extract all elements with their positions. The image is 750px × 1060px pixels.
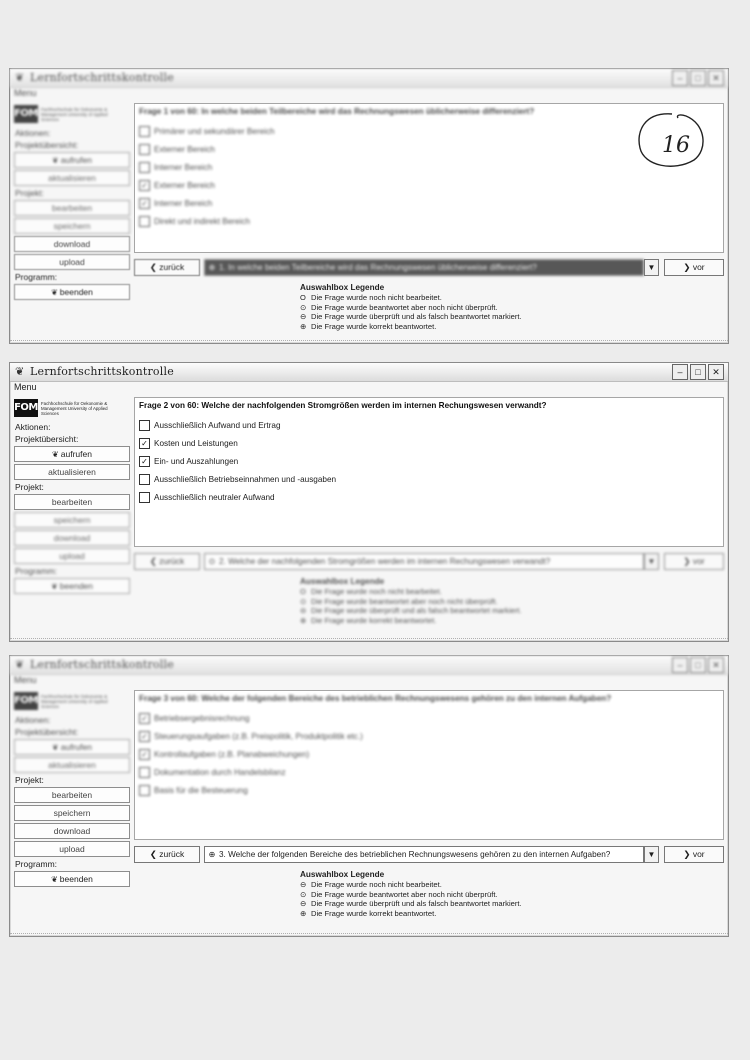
window-title: Lernfortschrittskontrolle <box>30 658 174 671</box>
program-label: Programm: <box>15 566 58 576</box>
refresh-label: aktualisieren <box>48 760 96 770</box>
quit-button[interactable] <box>14 578 130 594</box>
forward-button[interactable] <box>664 553 724 570</box>
question-dropdown[interactable] <box>204 553 644 570</box>
answer-option[interactable] <box>139 727 363 745</box>
open-icon: ❦ <box>52 156 59 165</box>
question-text: Frage 3 von 60: Welche der folgenden Bereiche des betrieblichen Rechnungswesens gehören zu den internen Aufgaben? <box>139 694 612 703</box>
menu-bar[interactable] <box>14 382 37 392</box>
edit-label: bearbeiten <box>51 203 93 213</box>
answer-list <box>139 416 336 506</box>
fom-logo <box>14 103 130 125</box>
chevron-down-icon[interactable]: ▼ <box>644 259 659 276</box>
upload-label: upload <box>59 551 85 561</box>
answer-option[interactable] <box>139 763 363 781</box>
answer-label: Steuerungsaufgaben (z.B. Preispolitik, Produktpolitik etc.) <box>154 731 363 741</box>
status-icon: ⊙ <box>208 557 216 566</box>
menu-bar[interactable] <box>14 675 37 685</box>
selected-question: 2. Welche der nachfolgenden Stromgrößen werden im internen Rechungswesen verwandt? <box>219 557 551 566</box>
title-bar <box>10 69 728 88</box>
refresh-button[interactable] <box>14 757 130 773</box>
quit-label: beenden <box>59 287 93 297</box>
upload-label: upload <box>59 844 85 854</box>
checkbox[interactable] <box>139 162 150 173</box>
answer-label: Interner Bereich <box>154 162 213 172</box>
close-button[interactable]: ✕ <box>708 70 724 86</box>
legend <box>300 870 522 918</box>
logo-mark: FOM <box>14 105 38 123</box>
back-label: zurück <box>159 849 185 859</box>
quit-icon: ❦ <box>51 582 58 591</box>
upload-button[interactable] <box>14 548 130 564</box>
answer-option[interactable] <box>139 158 275 176</box>
back-button[interactable] <box>134 846 200 863</box>
quiz-window-1 <box>9 68 729 344</box>
open-icon: ❦ <box>52 743 59 752</box>
open-button[interactable] <box>14 739 130 755</box>
program-label: Programm: <box>15 859 58 869</box>
open-label: aufrufen <box>60 449 92 459</box>
quit-icon: ❦ <box>51 288 58 297</box>
quit-label: beenden <box>59 874 93 884</box>
minimize-button[interactable]: – <box>672 364 688 380</box>
quit-button[interactable] <box>14 284 130 300</box>
legend-text: Die Frage wurde überprüft und als falsch beantwortet markiert. <box>311 312 522 321</box>
actions-label: Aktionen: <box>15 128 51 138</box>
app-icon: ❦ <box>15 72 25 84</box>
minimize-button[interactable]: – <box>672 657 688 673</box>
selected-question: 1. In welche beiden Teilbereiche wird das Rechnungswesen üblicherweise differenziert? <box>219 263 537 272</box>
legend-text: Die Frage wurde überprüft und als falsch beantwortet markiert. <box>311 899 522 908</box>
selected-question: 3. Welche der folgenden Bereiche des betrieblichen Rechnungswesens gehören zu den internen Aufgaben? <box>219 850 611 859</box>
forward-icon: ❯ <box>683 849 693 859</box>
window-title: Lernfortschrittskontrolle <box>30 365 174 378</box>
sidebar <box>14 397 130 596</box>
refresh-label: aktualisieren <box>48 467 96 477</box>
answer-label: Primärer und sekundärer Bereich <box>154 126 275 136</box>
checkbox-checked[interactable]: ✓ <box>139 749 150 760</box>
forward-label: vor <box>692 849 705 859</box>
answer-option[interactable] <box>139 416 336 434</box>
download-button[interactable] <box>14 236 130 252</box>
checkbox-checked[interactable]: ✓ <box>139 438 150 449</box>
legend <box>300 283 522 331</box>
forward-button[interactable] <box>664 846 724 863</box>
answer-option[interactable] <box>139 452 336 470</box>
legend-item <box>300 293 522 303</box>
menu-bar[interactable] <box>14 88 37 98</box>
checkbox[interactable] <box>139 785 150 796</box>
checkbox-checked[interactable]: ✓ <box>139 731 150 742</box>
save-label: speichern <box>53 515 91 525</box>
answered-icon: ⊙ <box>300 596 307 606</box>
checkbox[interactable] <box>139 144 150 155</box>
answer-label: Externer Bereich <box>154 180 215 190</box>
quiz-window-2 <box>9 362 729 642</box>
overview-label: Projektübersicht: <box>15 434 79 444</box>
app-icon: ❦ <box>15 366 25 378</box>
legend-text: Die Frage wurde noch nicht bearbeitet. <box>311 587 442 596</box>
legend-text: Die Frage wurde korrekt beantwortet. <box>311 908 437 918</box>
answer-label: Externer Bereich <box>154 144 215 154</box>
legend-item <box>300 597 522 607</box>
handwritten-grade <box>634 110 708 172</box>
quit-icon: ❦ <box>51 875 58 884</box>
overview-label: Projektübersicht: <box>15 727 79 737</box>
checkbox[interactable] <box>139 126 150 137</box>
answer-label: Kontrollaufgaben (z.B. Planabweichungen) <box>154 749 310 759</box>
answer-label: Dokumentation durch Handelsbilanz <box>154 767 286 777</box>
wrong-icon: ⊖ <box>300 606 307 615</box>
forward-icon: ❯ <box>683 556 693 566</box>
legend-text: Die Frage wurde korrekt beantwortet. <box>311 321 437 331</box>
legend-title: Auswahlbox Legende <box>300 870 385 879</box>
answer-option[interactable] <box>139 488 336 506</box>
question-panel <box>134 103 724 253</box>
menu-label[interactable]: Menu <box>14 88 37 98</box>
forward-icon: ❯ <box>683 262 693 272</box>
forward-label: vor <box>692 262 705 272</box>
answer-option[interactable] <box>139 470 336 488</box>
answer-label: Kosten und Leistungen <box>154 438 238 448</box>
legend-item <box>300 606 522 616</box>
correct-icon: ⊕ <box>300 321 307 331</box>
answer-option[interactable] <box>139 176 275 194</box>
answer-label: Ausschließlich neutraler Aufwand <box>154 492 275 502</box>
checkbox[interactable] <box>139 767 150 778</box>
open-label: aufrufen <box>60 742 92 752</box>
save-button[interactable] <box>14 512 130 528</box>
refresh-label: aktualisieren <box>48 173 96 183</box>
answer-label: Ausschließlich Aufwand und Ertrag <box>154 420 281 430</box>
save-label: speichern <box>53 808 91 818</box>
fom-logo <box>14 690 130 712</box>
project-label: Projekt: <box>15 188 44 198</box>
legend-item <box>300 322 522 332</box>
close-button[interactable]: ✕ <box>708 657 724 673</box>
project-label: Projekt: <box>15 482 44 492</box>
download-label: download <box>53 239 91 249</box>
question-panel <box>134 397 724 547</box>
back-button[interactable] <box>134 259 200 276</box>
legend-title: Auswahlbox Legende <box>300 283 385 292</box>
grade-text: 16 <box>662 133 690 158</box>
answer-option[interactable] <box>139 194 275 212</box>
sidebar <box>14 690 130 889</box>
refresh-button[interactable] <box>14 170 130 186</box>
quiz-window-3 <box>9 655 729 937</box>
save-button[interactable] <box>14 218 130 234</box>
menu-label[interactable]: Menu <box>14 675 37 685</box>
checkbox-checked[interactable]: ✓ <box>139 713 150 724</box>
question-dropdown[interactable] <box>204 259 644 276</box>
answer-option[interactable] <box>139 212 275 230</box>
actions-label: Aktionen: <box>15 422 51 432</box>
legend-text: Die Frage wurde korrekt beantwortet. <box>311 615 437 625</box>
correct-icon: ⊕ <box>300 908 307 918</box>
checkbox-checked[interactable]: ✓ <box>139 180 150 191</box>
menu-label[interactable]: Menu <box>14 382 37 392</box>
edit-label: bearbeiten <box>51 790 93 800</box>
legend-text: Die Frage wurde beantwortet aber noch nicht überprüft. <box>311 302 498 312</box>
upload-label: upload <box>59 257 85 267</box>
back-label: zurück <box>159 556 185 566</box>
download-button[interactable] <box>14 530 130 546</box>
forward-label: vor <box>692 556 705 566</box>
legend-item <box>300 890 522 900</box>
logo-text: Fachhochschule für Oekonomie & Management University of Applied Sciences <box>41 400 108 416</box>
title-bar <box>10 656 728 675</box>
close-button[interactable]: ✕ <box>708 364 724 380</box>
save-label: speichern <box>53 221 91 231</box>
checkbox[interactable] <box>139 474 150 485</box>
chevron-down-icon[interactable]: ▼ <box>644 553 659 570</box>
legend-text: Die Frage wurde beantwortet aber noch nicht überprüft. <box>311 889 498 899</box>
wrong-icon: ⊖ <box>300 312 307 321</box>
not-edited-icon: O <box>300 587 306 596</box>
maximize-button[interactable]: □ <box>690 657 706 673</box>
answer-option[interactable] <box>139 709 363 727</box>
not-edited-icon: ⊖ <box>300 880 307 889</box>
answer-list <box>139 122 275 230</box>
legend-item <box>300 312 522 322</box>
title-bar <box>10 363 728 382</box>
divider <box>10 340 728 341</box>
status-icon: ⊕ <box>208 263 216 272</box>
question-text: Frage 2 von 60: Welche der nachfolgenden Stromgrößen werden im internen Rechungswesen verwandt? <box>139 401 547 410</box>
back-icon: ❮ <box>149 556 160 566</box>
window-title: Lernfortschrittskontrolle <box>30 71 174 84</box>
wrong-icon: ⊖ <box>300 899 307 908</box>
chevron-down-icon[interactable]: ▼ <box>644 846 659 863</box>
checkbox-checked[interactable]: ✓ <box>139 456 150 467</box>
download-label: download <box>53 826 91 836</box>
answer-label: Ein- und Auszahlungen <box>154 456 239 466</box>
overview-label: Projektübersicht: <box>15 140 79 150</box>
forward-button[interactable] <box>664 259 724 276</box>
answered-icon: ⊙ <box>300 889 307 899</box>
status-icon: ⊕ <box>208 850 216 859</box>
fom-logo <box>14 397 130 419</box>
question-navigation <box>134 259 724 275</box>
checkbox-checked[interactable]: ✓ <box>139 198 150 209</box>
answer-option[interactable] <box>139 122 275 140</box>
back-label: zurück <box>159 262 185 272</box>
download-label: download <box>53 533 91 543</box>
save-button[interactable] <box>14 805 130 821</box>
checkbox[interactable] <box>139 420 150 431</box>
checkbox[interactable] <box>139 492 150 503</box>
answer-label: Interner Bereich <box>154 198 213 208</box>
maximize-button[interactable]: □ <box>690 70 706 86</box>
maximize-button[interactable]: □ <box>690 364 706 380</box>
legend-item <box>300 587 522 597</box>
edit-label: bearbeiten <box>51 497 93 507</box>
divider <box>10 638 728 639</box>
open-button[interactable] <box>14 446 130 462</box>
actions-label: Aktionen: <box>15 715 51 725</box>
open-button[interactable] <box>14 152 130 168</box>
question-text: Frage 1 von 60: In welche beiden Teilbereiche wird das Rechnungswesen üblicherweise differenziert? <box>139 107 535 116</box>
open-label: aufrufen <box>60 155 92 165</box>
legend-text: Die Frage wurde noch nicht bearbeitet. <box>311 293 442 302</box>
correct-icon: ⊕ <box>300 615 307 625</box>
question-navigation <box>134 553 724 569</box>
legend <box>300 577 522 625</box>
app-icon: ❦ <box>15 659 25 671</box>
legend-text: Die Frage wurde überprüft und als falsch beantwortet markiert. <box>311 606 522 615</box>
download-button[interactable] <box>14 823 130 839</box>
minimize-button[interactable]: – <box>672 70 688 86</box>
program-label: Programm: <box>15 272 58 282</box>
open-icon: ❦ <box>52 450 59 459</box>
legend-item <box>300 909 522 919</box>
answer-option[interactable] <box>139 140 275 158</box>
legend-text: Die Frage wurde beantwortet aber noch nicht überprüft. <box>311 596 498 606</box>
answer-label: Basis für die Besteuerung <box>154 785 248 795</box>
legend-text: Die Frage wurde noch nicht bearbeitet. <box>311 880 442 889</box>
divider <box>10 933 728 934</box>
answer-option[interactable] <box>139 781 363 799</box>
back-button[interactable] <box>134 553 200 570</box>
back-icon: ❮ <box>149 262 160 272</box>
refresh-button[interactable] <box>14 464 130 480</box>
question-panel <box>134 690 724 840</box>
quit-label: beenden <box>59 581 93 591</box>
legend-title: Auswahlbox Legende <box>300 577 385 586</box>
answer-list <box>139 709 363 799</box>
checkbox[interactable] <box>139 216 150 227</box>
legend-item <box>300 303 522 313</box>
legend-item <box>300 899 522 909</box>
quit-button[interactable] <box>14 871 130 887</box>
legend-item <box>300 616 522 626</box>
edit-button[interactable] <box>14 200 130 216</box>
edit-button[interactable] <box>14 494 130 510</box>
upload-button[interactable] <box>14 254 130 270</box>
back-icon: ❮ <box>149 849 160 859</box>
sidebar <box>14 103 130 302</box>
upload-button[interactable] <box>14 841 130 857</box>
logo-text: Fachhochschule für Oekonomie & Management University of Applied Sciences <box>41 106 108 122</box>
logo-mark: FOM <box>14 692 38 710</box>
answer-option[interactable] <box>139 434 336 452</box>
not-edited-icon: O <box>300 293 306 302</box>
answer-label: Direkt und indirekt Bereich <box>154 216 251 226</box>
answer-option[interactable] <box>139 745 363 763</box>
logo-text: Fachhochschule für Oekonomie & Management University of Applied Sciences <box>41 693 108 709</box>
legend-item <box>300 880 522 890</box>
answered-icon: ⊙ <box>300 302 307 312</box>
question-navigation <box>134 846 724 862</box>
project-label: Projekt: <box>15 775 44 785</box>
answer-label: Ausschließlich Betriebseinnahmen und -ausgaben <box>154 474 337 484</box>
question-dropdown[interactable] <box>204 846 644 863</box>
edit-button[interactable] <box>14 787 130 803</box>
logo-mark: FOM <box>14 399 38 417</box>
answer-label: Betriebsergebnisrechnung <box>154 713 250 723</box>
